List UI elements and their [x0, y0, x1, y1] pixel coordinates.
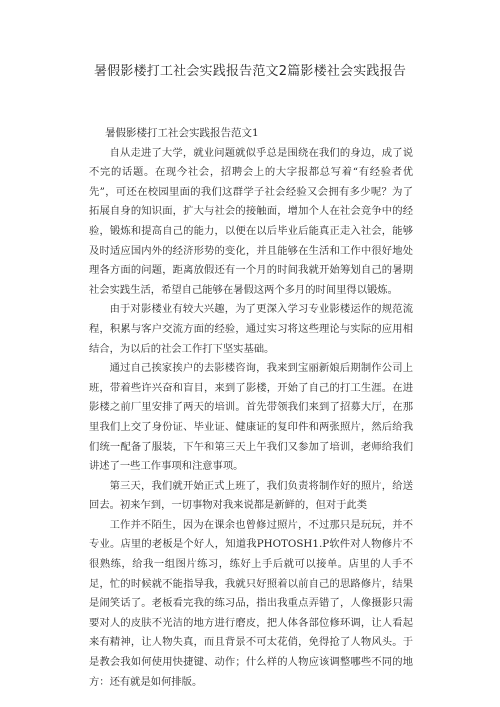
section-subtitle: 暑假影楼打工社会实践报告范文1	[105, 127, 259, 139]
document-title: 暑假影楼打工社会实践报告范文2篇影楼社会实践报告	[93, 64, 407, 79]
paragraph: 工作并不陌生，因为在课余也曾修过照片，不过那只是玩玩，并不专业。店里的老板是个好人，知道我PHOTOSH1.P软件对人物修片不很熟练，给我一组图片练习，练好上手后就可以接单。店里的人手不足，忙的时候就不能指导我，我就只好照着以前自己的思路修片，结果是闹笑话了。老板看完我的练习品，指出我重点弄错了，人像摄影只需要对人的皮肤不光洁的地方进行磨皮，把人体各部位修环调，让人看起来有精神，让人物失真，而且背景不可太花俏，免得抢了人物风头。于是教会我如何使用快捷键、动作；什么样的人物应该调整哪些不同的地方：还有就是如何排版。	[89, 518, 413, 688]
paragraph: 通过自己挨家挨户的去影楼咨询，我来到宝丽新娘后期制作公司上班，带着些许兴奋和盲目，来到了影楼，开始了自己的打工生涯。在进影楼之前厂里安排了两天的培训。首先带领我们来到了招募大厅，在那里我们上交了身份证、毕业证、健康证的复印件和两张照片，然后给我们统一配备了服装，下午和第三天上午我们又参加了培训，老师给我们讲述了一些工作事项和注意事项。	[89, 362, 413, 473]
paragraph: 由于对影楼业有较大兴趣，为了更深入学习专业影楼运作的规范流程，积累与客户交流方面的经验，通过实习将这些理论与实际的应用相结合，为以后的社会工作打下坚实基础。	[89, 303, 413, 355]
paragraph: 第三天，我们就开始正式上班了，我们负责将制作好的照片，给送回去。初来乍到，一切事物对我来说都是新鲜的，但对于此类	[89, 479, 413, 512]
paragraph: 自从走进了大学，就业问题就似乎总是围绕在我们的身边，成了说不完的话题。在现今社会，招聘会上的大字报都总写着“有经验者优先”，可还在校园里面的我们这群学子社会经验又会拥有多少呢？为了拓展自身的知识面，扩大与社会的接触面，增加个人在社会竞争中的经验，锻炼和提高自己的能力，以便在以后毕业后能真正走入社会，能够及时适应国内外的经济形势的变化，并且能够在生活和工作中很好地处理各方面的问题，距离放假还有一个月的时间我就开始筹划自己的暑期社会实践生活，希望自己能够在暑假这两个多月的时间里得以锻炼。	[89, 146, 413, 296]
document-body	[89, 124, 413, 692]
